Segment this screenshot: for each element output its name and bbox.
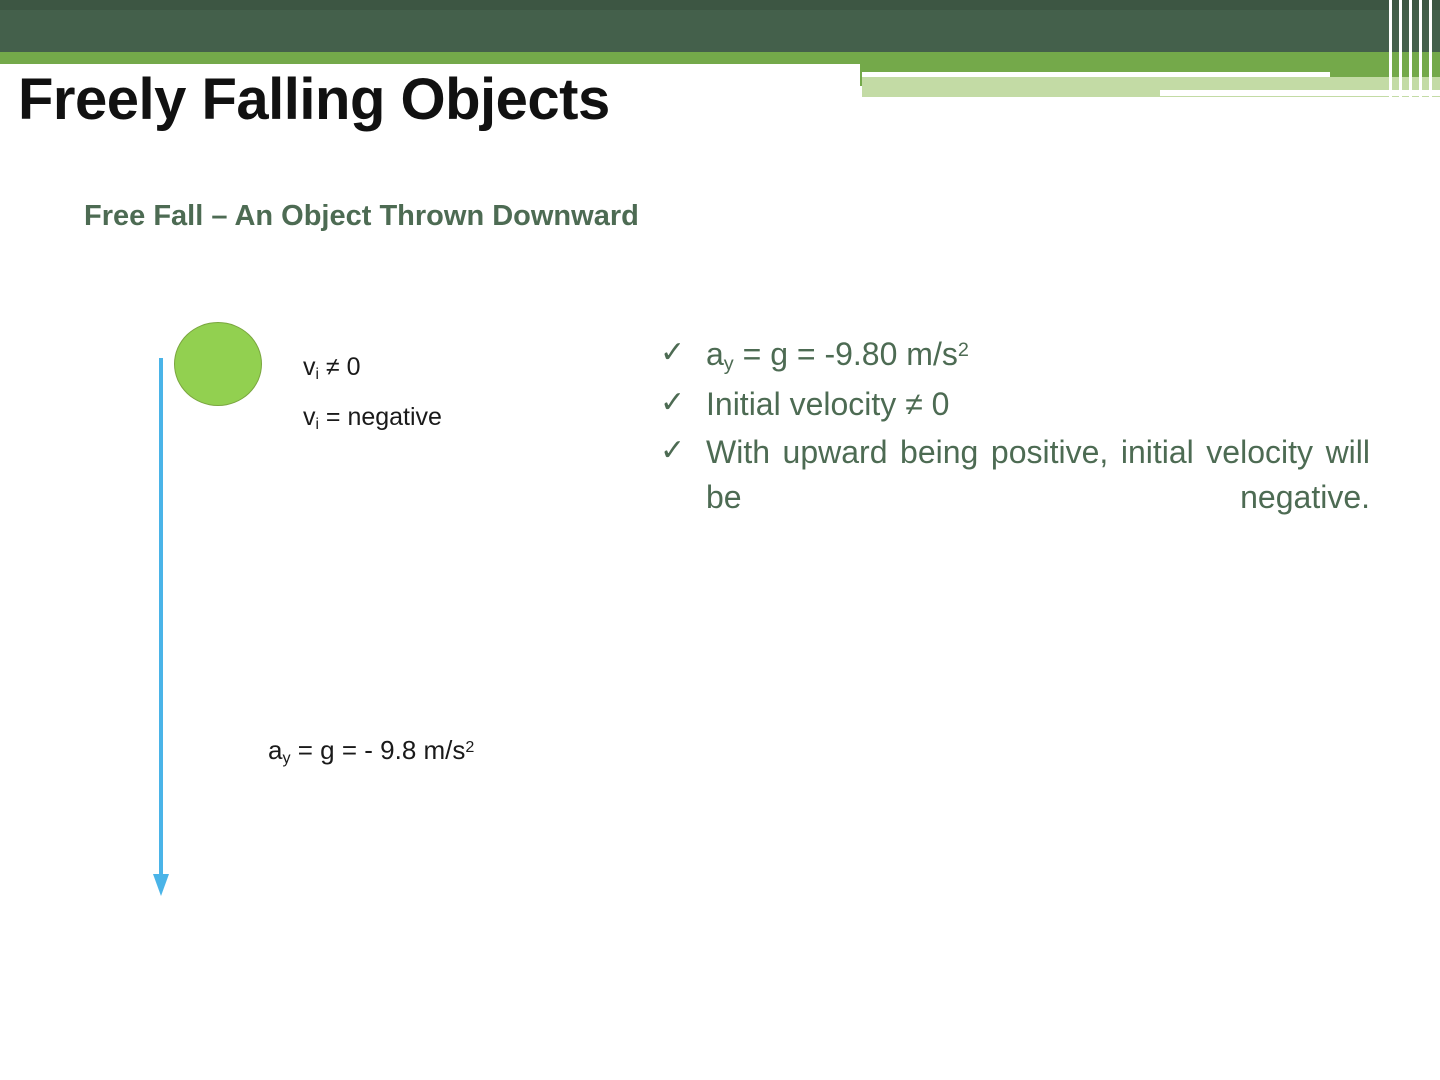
check-icon: ✓: [660, 386, 686, 420]
label-accel-subscript: y: [282, 749, 291, 768]
label-accel-symbol: a: [268, 735, 283, 765]
header-vertical-stripe-3: [1409, 0, 1412, 97]
label-vi-nonzero-symbol: v: [303, 353, 316, 381]
label-vi-negative-subscript: i: [315, 415, 319, 433]
header-vertical-stripe-4: [1419, 0, 1422, 97]
bullet-list: [660, 332, 1370, 567]
header-vertical-stripe-2: [1399, 0, 1402, 97]
label-accel-value: = g = - 9.8 m/s: [290, 735, 466, 765]
bullet-0-exponent: 2: [957, 339, 969, 362]
check-icon: ✓: [660, 336, 686, 369]
motion-arrow-line: [159, 358, 163, 878]
header-vertical-stripe-5: [1429, 0, 1432, 97]
label-acceleration: [268, 735, 474, 768]
check-icon: ✓: [660, 434, 686, 468]
bullet-0-subscript: y: [723, 352, 734, 375]
bullet-item: [660, 332, 1370, 378]
bullet-item: [660, 430, 1370, 562]
slide-title: Freely Falling Objects: [18, 67, 610, 132]
label-accel-exponent: 2: [465, 737, 475, 756]
label-vi-nonzero-value: ≠ 0: [318, 353, 361, 381]
slide-subtitle: Free Fall – An Object Thrown Downward: [84, 200, 639, 232]
bullet-item-text: [706, 430, 1370, 562]
label-vi-nonzero-subscript: i: [315, 365, 319, 383]
label-vi-negative-symbol: v: [303, 403, 316, 431]
label-vi-negative-value: = negative: [318, 403, 442, 431]
bullet-item-text: [706, 332, 1370, 378]
header-white-stripe-bottom: [1160, 90, 1440, 96]
label-initial-velocity-negative: [303, 403, 442, 434]
motion-arrow-head: [153, 874, 169, 896]
bullet-item: [660, 382, 1370, 426]
falling-ball-shape: [174, 322, 262, 406]
label-initial-velocity-nonzero: [303, 353, 360, 384]
bullet-0-symbol: a: [706, 336, 724, 372]
bullet-item-text: Initial velocity ≠ 0: [706, 386, 950, 423]
bullet-0-value: = g = -9.80 m/s: [733, 336, 958, 372]
free-fall-diagram: [0, 0, 640, 1080]
header-vertical-stripe-1: [1389, 0, 1392, 97]
bullet-2-text: With upward being positive, initial velocity will be negative.: [706, 434, 1370, 515]
